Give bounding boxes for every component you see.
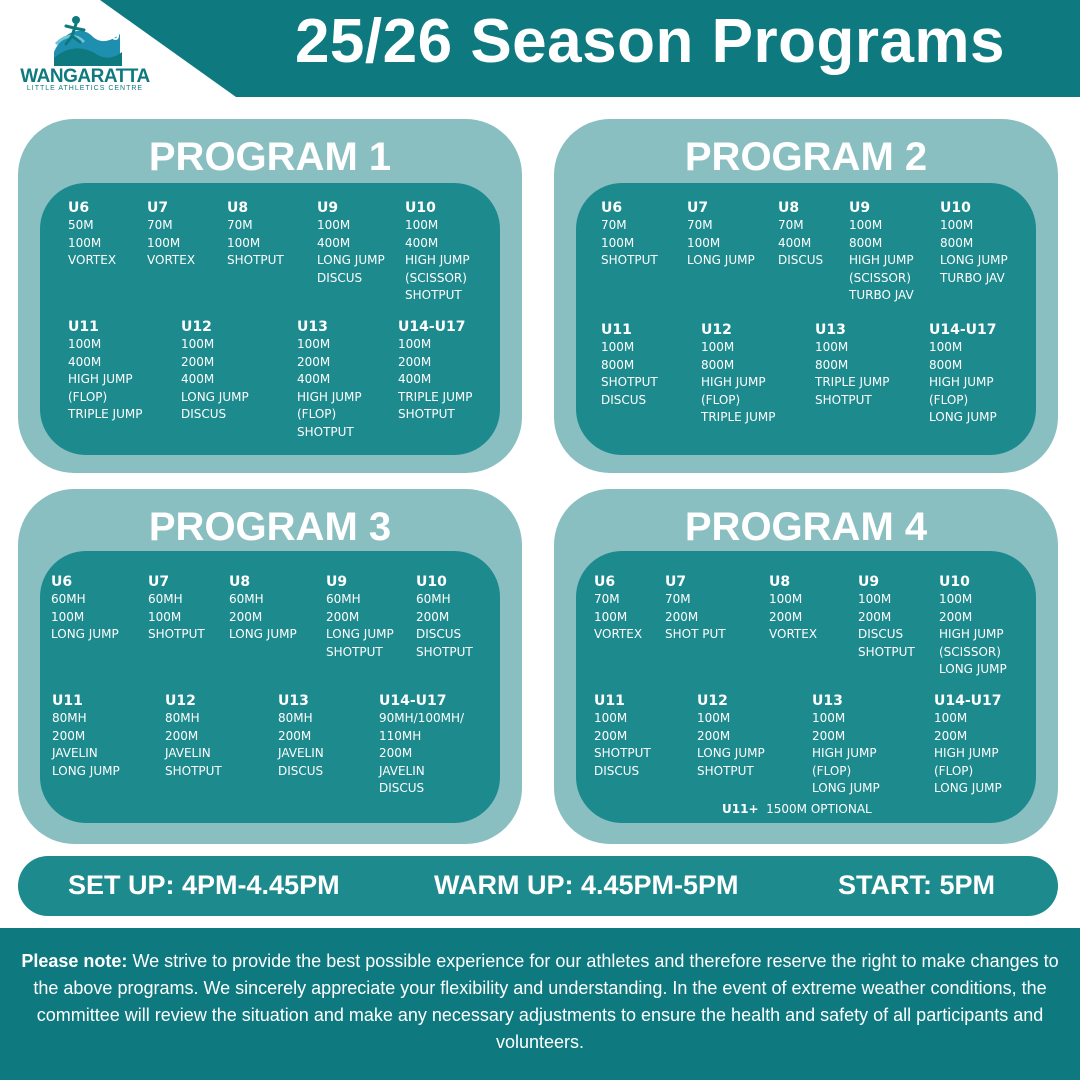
- age-label: U14-U17: [379, 693, 447, 709]
- setup-time: SET UP: 4PM-4.45PM: [68, 870, 340, 900]
- age-label: U14-U17: [398, 319, 466, 335]
- event-item: HIGH JUMP: [849, 253, 914, 267]
- event-item: SHOTPUT: [815, 392, 872, 407]
- event-item: DISCUS: [594, 763, 640, 778]
- age-label: U9: [317, 200, 339, 216]
- age-group-u13: [278, 692, 324, 780]
- event-item: 200M: [939, 609, 973, 624]
- age-label: U6: [594, 574, 616, 590]
- warmup-time: WARM UP: 4.45PM-5PM: [434, 870, 739, 900]
- event-item: 200M: [229, 609, 263, 624]
- event-item: 100M: [939, 592, 973, 606]
- age-group-u10: [416, 573, 473, 661]
- event-item: DISCUS: [317, 270, 363, 285]
- event-item: SHOTPUT: [227, 253, 284, 267]
- age-group-u8: [227, 199, 284, 270]
- age-label: U14-U17: [929, 322, 997, 338]
- age-group-u6: [51, 573, 119, 644]
- age-group-u10: [405, 199, 470, 305]
- event-item: HIGH JUMP: [812, 746, 877, 760]
- age-group-u9: [849, 199, 914, 305]
- age-label: U14-U17: [934, 693, 1002, 709]
- note-text: We strive to provide the best possible experience for our athletes and therefore reserve the right to make changes to the above programs. We sincerely appreciate your flexibility and understanding. In the event of extreme weather conditions, the committee will review the situation and make any necessary adjustments to ensure the health and safety of all participants and volunteers.: [33, 951, 1059, 1052]
- event-item: 200M: [697, 728, 731, 743]
- event-item: 200M: [594, 728, 628, 743]
- event-item: (FLOP): [929, 392, 969, 407]
- event-item: LONG JUMP: [697, 746, 765, 760]
- age-group-u13: [812, 692, 880, 798]
- event-item: LONG JUMP: [317, 253, 385, 267]
- logo-subtitle: LITTLE ATHLETICS CENTRE: [26, 85, 144, 92]
- age-label: U6: [68, 200, 90, 216]
- event-item: JAVELIN: [278, 746, 324, 760]
- schedule-bar: [18, 856, 1058, 916]
- age-label: U8: [229, 574, 251, 590]
- event-item: (SCISSOR): [405, 270, 467, 285]
- event-item: DISCUS: [278, 763, 324, 778]
- age-group-u6: [68, 199, 116, 270]
- event-item: 100M: [701, 340, 735, 354]
- event-item: 200M: [379, 746, 413, 760]
- age-label: U10: [939, 574, 970, 590]
- event-item: 100M: [317, 218, 351, 232]
- age-group-u7: [665, 573, 726, 644]
- age-label: U11: [52, 693, 83, 709]
- event-item: 100M: [697, 711, 731, 725]
- age-label: U10: [940, 200, 971, 216]
- event-item: 100M: [594, 609, 628, 624]
- event-item: 800M: [701, 357, 735, 372]
- event-item: 70M: [594, 592, 620, 606]
- age-group-u9: [317, 199, 385, 287]
- event-item: HIGH JUMP: [939, 627, 1004, 641]
- event-item: TRIPLE JUMP: [701, 410, 776, 424]
- event-item: 100M: [147, 235, 181, 250]
- event-item: 60MH: [326, 592, 361, 606]
- event-item: 100M: [181, 337, 215, 351]
- event-item: TURBO JAV: [849, 288, 914, 302]
- event-item: HIGH JUMP: [701, 375, 766, 389]
- event-item: 400M: [297, 372, 331, 386]
- event-item: DISCUS: [181, 407, 227, 421]
- event-item: 800M: [929, 357, 963, 372]
- event-item: 400M: [398, 372, 432, 386]
- event-item: VORTEX: [147, 253, 196, 267]
- event-item: 60MH: [229, 592, 264, 606]
- age-group-u11: [52, 692, 120, 780]
- event-item: 200M: [665, 609, 699, 624]
- event-item: 100M: [929, 340, 963, 354]
- event-item: 800M: [601, 357, 635, 372]
- event-item: 800M: [815, 357, 849, 372]
- event-item: SHOTPUT: [697, 763, 754, 778]
- age-label: U7: [687, 200, 709, 216]
- age-label: U12: [697, 693, 728, 709]
- age-label: U8: [769, 574, 791, 590]
- event-item: 100M: [148, 609, 182, 624]
- event-item: LONG JUMP: [687, 253, 755, 267]
- age-group-u11: [601, 321, 658, 409]
- program-title: PROGRAM 4: [684, 505, 928, 549]
- event-item: (FLOP): [934, 763, 974, 778]
- age-group-u10: [940, 199, 1008, 287]
- age-group-u7: [687, 199, 755, 270]
- event-item: LONG JUMP: [934, 781, 1002, 795]
- event-item: 100M: [858, 592, 892, 606]
- event-item: 100M: [934, 711, 968, 725]
- note-label: Please note:: [21, 951, 128, 971]
- age-label: U7: [148, 574, 170, 590]
- event-item: DISCUS: [778, 253, 824, 267]
- event-item: HIGH JUMP: [68, 372, 133, 386]
- event-item: 400M: [778, 235, 812, 250]
- age-group-u12: [181, 318, 249, 424]
- event-item: 70M: [778, 218, 804, 232]
- age-group-u12: [697, 692, 765, 780]
- event-item: VORTEX: [68, 253, 117, 267]
- age-label: U9: [326, 574, 348, 590]
- age-group-u8: [778, 199, 823, 270]
- event-item: SHOTPUT: [601, 253, 658, 267]
- event-item: 70M: [227, 218, 253, 232]
- age-group-u11: [68, 318, 142, 424]
- optional-note: [722, 802, 872, 816]
- event-item: LONG JUMP: [929, 410, 997, 424]
- age-group-u10: [939, 573, 1007, 679]
- age-group-u8: [769, 573, 817, 644]
- event-item: SHOTPUT: [601, 375, 658, 389]
- note-band: [0, 928, 1080, 1080]
- event-item: 200M: [416, 609, 450, 624]
- event-item: 60MH: [51, 592, 86, 606]
- event-item: JAVELIN: [52, 746, 98, 760]
- club-logo: [16, 12, 156, 97]
- event-item: 70M: [147, 218, 173, 232]
- event-item: (FLOP): [812, 763, 852, 778]
- event-item: SHOTPUT: [594, 746, 651, 760]
- event-item: 100M: [398, 337, 432, 351]
- event-item: 200M: [858, 609, 892, 624]
- age-label: U10: [416, 574, 447, 590]
- event-item: TURBO JAV: [940, 270, 1005, 285]
- event-item: VORTEX: [594, 627, 643, 641]
- event-item: 400M: [317, 235, 351, 250]
- event-item: 100M: [815, 340, 849, 354]
- age-group-u12: [165, 692, 222, 780]
- event-item: 100M: [769, 592, 803, 606]
- event-item: HIGH JUMP: [297, 389, 362, 404]
- age-group-u11: [594, 692, 651, 780]
- event-item: 100M: [940, 218, 974, 232]
- age-group-u6: [601, 199, 658, 270]
- event-item: 100M: [68, 337, 102, 351]
- event-item: HIGH JUMP: [929, 375, 994, 389]
- event-item: 80MH: [278, 711, 313, 725]
- logo-name: WANGARATTA: [20, 66, 150, 87]
- event-item: 200M: [181, 354, 215, 369]
- event-item: 100M: [68, 235, 102, 250]
- age-group-u9: [858, 573, 915, 661]
- age-label: U8: [778, 200, 800, 216]
- age-label: U13: [297, 319, 328, 335]
- program-title: PROGRAM 3: [148, 505, 392, 549]
- event-item: 800M: [849, 235, 883, 250]
- event-item: 200M: [52, 728, 86, 743]
- age-label: U7: [147, 200, 169, 216]
- event-item: 100M: [849, 218, 883, 232]
- event-item: (SCISSOR): [939, 644, 1001, 659]
- event-item: 80MH: [165, 711, 200, 725]
- age-label: U12: [701, 322, 732, 338]
- age-group-u7: [148, 573, 205, 644]
- age-group-u13: [297, 318, 362, 441]
- age-label: U6: [601, 200, 623, 216]
- age-group-u14-u17: [398, 318, 472, 424]
- age-group-u8: [229, 573, 297, 644]
- event-item: (FLOP): [68, 389, 108, 404]
- age-group-u14-u17: [379, 692, 464, 798]
- event-item: 80MH: [52, 711, 87, 725]
- age-group-u13: [815, 321, 889, 409]
- event-item: LONG JUMP: [812, 781, 880, 795]
- age-label: U11: [601, 322, 632, 338]
- age-label: U11: [68, 319, 99, 335]
- event-item: 100M: [51, 609, 85, 624]
- event-item: 200M: [398, 354, 432, 369]
- event-item: SHOTPUT: [326, 644, 383, 659]
- event-item: SHOTPUT: [405, 288, 462, 302]
- event-item: SHOTPUT: [398, 407, 455, 421]
- age-label: U13: [278, 693, 309, 709]
- logo-badge-number: 20: [102, 27, 120, 44]
- event-item: 100M: [297, 337, 331, 351]
- event-item: 100M: [812, 711, 846, 725]
- event-item: 70M: [665, 592, 691, 606]
- event-item: HIGH JUMP: [934, 746, 999, 760]
- event-item: LONG JUMP: [52, 763, 120, 778]
- event-item: HIGH JUMP: [405, 253, 470, 267]
- event-item: LONG JUMP: [51, 627, 119, 641]
- event-item: LONG JUMP: [181, 389, 249, 404]
- event-item: 800M: [940, 235, 974, 250]
- age-group-u6: [594, 573, 642, 644]
- event-item: 100M: [405, 218, 439, 232]
- event-item: TRIPLE JUMP: [398, 389, 473, 404]
- event-item: TRIPLE JUMP: [68, 407, 143, 421]
- event-item: (SCISSOR): [849, 270, 911, 285]
- wave-icon: [50, 12, 126, 68]
- event-item: TRIPLE JUMP: [815, 375, 890, 389]
- age-label: U12: [165, 693, 196, 709]
- event-item: SHOTPUT: [297, 424, 354, 439]
- event-item: 200M: [812, 728, 846, 743]
- event-item: 200M: [769, 609, 803, 624]
- event-item: JAVELIN: [379, 763, 425, 778]
- age-group-u12: [701, 321, 775, 427]
- event-item: SHOTPUT: [165, 763, 222, 778]
- age-group-u14-u17: [929, 321, 997, 427]
- event-item: 100M: [594, 711, 628, 725]
- event-item: 100M: [687, 235, 721, 250]
- event-item: LONG JUMP: [940, 253, 1008, 267]
- event-item: JAVELIN: [165, 746, 211, 760]
- event-item: SHOTPUT: [858, 644, 915, 659]
- age-label: U10: [405, 200, 436, 216]
- event-item: 90MH/100MH/: [379, 711, 465, 725]
- event-item: 200M: [165, 728, 199, 743]
- optional-text: 1500M OPTIONAL: [766, 802, 872, 816]
- age-label: U9: [858, 574, 880, 590]
- event-item: 60MH: [416, 592, 451, 606]
- event-item: 200M: [326, 609, 360, 624]
- event-item: 100M: [601, 340, 635, 354]
- age-group-u9: [326, 573, 394, 661]
- event-item: DISCUS: [601, 392, 647, 407]
- event-item: SHOTPUT: [416, 644, 473, 659]
- age-label: U7: [665, 574, 687, 590]
- optional-label: U11+: [722, 802, 759, 816]
- event-item: VORTEX: [769, 627, 818, 641]
- age-label: U13: [815, 322, 846, 338]
- age-label: U11: [594, 693, 625, 709]
- event-item: DISCUS: [858, 627, 904, 641]
- start-time: START: 5PM: [838, 870, 996, 900]
- event-item: SHOT PUT: [665, 627, 726, 641]
- age-label: U12: [181, 319, 212, 335]
- event-item: 100M: [601, 235, 635, 250]
- event-item: DISCUS: [379, 781, 425, 795]
- event-item: (FLOP): [297, 407, 337, 421]
- event-item: 400M: [68, 354, 102, 369]
- age-label: U8: [227, 200, 249, 216]
- event-item: 100M: [227, 235, 261, 250]
- event-item: 110MH: [379, 728, 422, 743]
- event-item: 400M: [405, 235, 439, 250]
- event-item: 60MH: [148, 592, 183, 606]
- event-item: 70M: [601, 218, 627, 232]
- event-item: 200M: [278, 728, 312, 743]
- program-title: PROGRAM 1: [148, 135, 392, 179]
- age-label: U9: [849, 200, 871, 216]
- event-item: 200M: [297, 354, 331, 369]
- program-title: PROGRAM 2: [684, 135, 928, 179]
- event-item: LONG JUMP: [326, 627, 394, 641]
- age-group-u14-u17: [934, 692, 1002, 798]
- age-label: U13: [812, 693, 843, 709]
- event-item: 400M: [181, 372, 215, 386]
- age-label: U6: [51, 574, 73, 590]
- event-item: LONG JUMP: [939, 662, 1007, 676]
- age-group-u7: [147, 199, 195, 270]
- page-title: 25/26 Season Programs: [294, 7, 1006, 76]
- event-item: (FLOP): [701, 392, 741, 407]
- event-item: LONG JUMP: [229, 627, 297, 641]
- event-item: 70M: [687, 218, 713, 232]
- event-item: 50M: [68, 218, 94, 232]
- disclaimer-note: [18, 948, 1062, 1056]
- event-item: SHOTPUT: [148, 627, 205, 641]
- event-item: 200M: [934, 728, 968, 743]
- event-item: DISCUS: [416, 627, 462, 641]
